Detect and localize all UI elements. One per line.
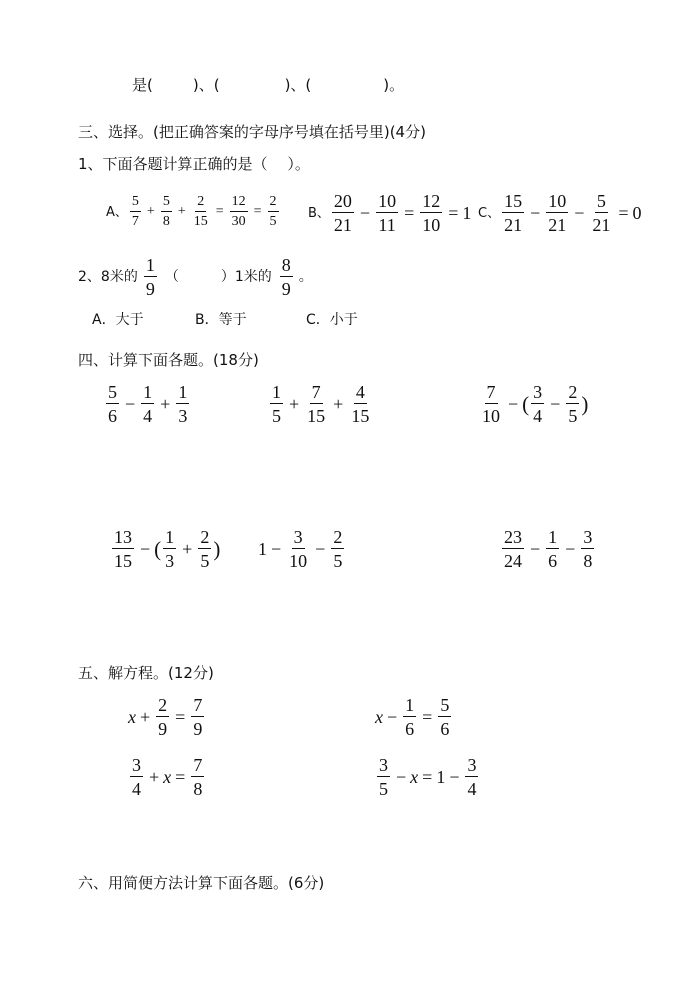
section3-q2 — [78, 256, 313, 298]
calc-expression-4: $\frac{13}{15}$ − ( $\frac{1}{3}$ + $\frac{2}{5}$ ) — [114, 527, 221, 571]
q2-suffix: 。 — [298, 269, 313, 285]
top-answer-line — [132, 78, 404, 93]
top-line-p3-close: )。 — [383, 76, 405, 94]
fraction: $\frac{1}{3}$ — [178, 382, 188, 426]
section3-q1-text: 1、下面各题计算正确的是（ ）。 — [78, 155, 310, 173]
fraction: $\frac{7}{8}$ — [193, 755, 203, 799]
fraction: $\frac{3}{10}$ — [289, 527, 308, 571]
fraction: $\frac{2}{9}$ — [158, 695, 168, 739]
top-line-p2-close: )、( — [284, 76, 312, 94]
equation-1: x + $\frac{2}{9}$ = $\frac{7}{9}$ — [128, 695, 203, 739]
calc-expression-1: $\frac{5}{6}$ − $\frac{1}{4}$ + $\frac{1}{3}$ — [108, 382, 188, 426]
fraction: $\frac{10}{11}$ — [378, 191, 397, 235]
section3-title: 三、选择。(把正确答案的字母序号填在括号里)(4分) — [78, 123, 426, 141]
q2-middle: （ ）1米的 — [164, 269, 272, 285]
equation-2: x − $\frac{1}{6}$ = $\frac{5}{6}$ — [375, 695, 450, 739]
fraction: $\frac{1}{6}$ — [405, 695, 415, 739]
fraction: $\frac{5}{7}$ — [131, 194, 139, 229]
fraction: $\frac{2}{5}$ — [269, 194, 277, 229]
fraction: $\frac{5}{6}$ — [440, 695, 450, 739]
equation-3: $\frac{3}{4}$ + x = $\frac{7}{8}$ — [132, 755, 203, 799]
fraction: $\frac{3}{4}$ — [467, 755, 477, 799]
calc-expression-3: $\frac{7}{10}$ − ( $\frac{3}{4}$ − $\frac{2}{5}$ ) — [482, 382, 589, 426]
calc-expression-2: $\frac{1}{5}$ + $\frac{7}{15}$ + $\frac{4}{15}$ — [272, 382, 370, 426]
q2-prefix: 2、8米的 — [78, 269, 138, 285]
fraction: $\frac{2}{5}$ — [568, 382, 578, 426]
fraction: $\frac{1}{3}$ — [165, 527, 175, 571]
fraction: $\frac{23}{24}$ — [504, 527, 522, 571]
q1-option-b: B、 $\frac{20}{21}$ − $\frac{10}{11}$ = $\frac{12}{10}$ = 1 — [308, 191, 472, 235]
calc-expression-6: $\frac{23}{24}$ − $\frac{1}{6}$ − $\frac{3}{8}$ — [504, 527, 593, 571]
fraction: $\frac{3}{5}$ — [379, 755, 388, 799]
fraction: $\frac{3}{4}$ — [533, 382, 543, 426]
calc-expression-5: 1 − $\frac{3}{10}$ − $\frac{2}{5}$ — [258, 527, 343, 571]
fraction: $\frac{1}{5}$ — [272, 382, 281, 426]
fraction: $\frac{20}{21}$ — [333, 191, 352, 235]
q1-c-label: C、 — [478, 205, 501, 221]
fraction: $\frac{5}{21}$ — [592, 191, 611, 235]
fraction: $\frac{1}{4}$ — [143, 382, 153, 426]
top-line-p1-close: )、( — [192, 76, 220, 94]
fraction: $\frac{7}{10}$ — [482, 382, 500, 426]
fraction: $\frac{7}{15}$ — [307, 382, 326, 426]
fraction: $\frac{12}{10}$ — [422, 191, 441, 235]
fraction: $\frac{5}{6}$ — [108, 382, 117, 426]
fraction: $\frac{2}{15}$ — [193, 194, 208, 229]
fraction: $\frac{1}{6}$ — [548, 527, 558, 571]
fraction: $\frac{15}{21}$ — [504, 191, 523, 235]
q1-option-a: A、 $\frac{5}{7}$ + $\frac{5}{8}$ + $\frac{2}{15}$ = $\frac{12}{30}$ = $\frac{2}{5}$ — [106, 194, 277, 229]
fraction: $\frac{8}{9}$ — [281, 255, 291, 299]
q2-option-c: C．小于 — [306, 312, 358, 328]
q1-option-c: C、 $\frac{15}{21}$ − $\frac{10}{21}$ − $\frac{5}{21}$ = 0 — [478, 191, 642, 235]
fraction: $\frac{4}{15}$ — [351, 382, 370, 426]
top-line-shi: 是( — [132, 76, 153, 94]
q1-b-label: B、 — [308, 205, 330, 221]
fraction: $\frac{1}{9}$ — [145, 255, 155, 299]
fraction: $\frac{2}{5}$ — [333, 527, 343, 571]
q2-option-a: A．大于 — [92, 312, 144, 328]
fraction: $\frac{3}{8}$ — [583, 527, 593, 571]
section5-title: 五、解方程。(12分) — [78, 664, 214, 682]
fraction: $\frac{13}{15}$ — [114, 527, 132, 571]
fraction: $\frac{12}{30}$ — [231, 194, 246, 229]
fraction: $\frac{2}{5}$ — [200, 527, 210, 571]
equation-4: $\frac{3}{5}$ − x = 1 − $\frac{3}{4}$ — [379, 755, 477, 799]
fraction: $\frac{3}{4}$ — [132, 755, 141, 799]
fraction: $\frac{5}{8}$ — [162, 194, 170, 229]
q2-option-b: B．等于 — [195, 312, 247, 328]
q1-a-label: A、 — [106, 204, 128, 220]
fraction: $\frac{7}{9}$ — [193, 695, 203, 739]
fraction: $\frac{10}{21}$ — [548, 191, 567, 235]
section6-title: 六、用简便方法计算下面各题。(6分) — [78, 874, 325, 892]
section4-title: 四、计算下面各题。(18分) — [78, 351, 259, 369]
